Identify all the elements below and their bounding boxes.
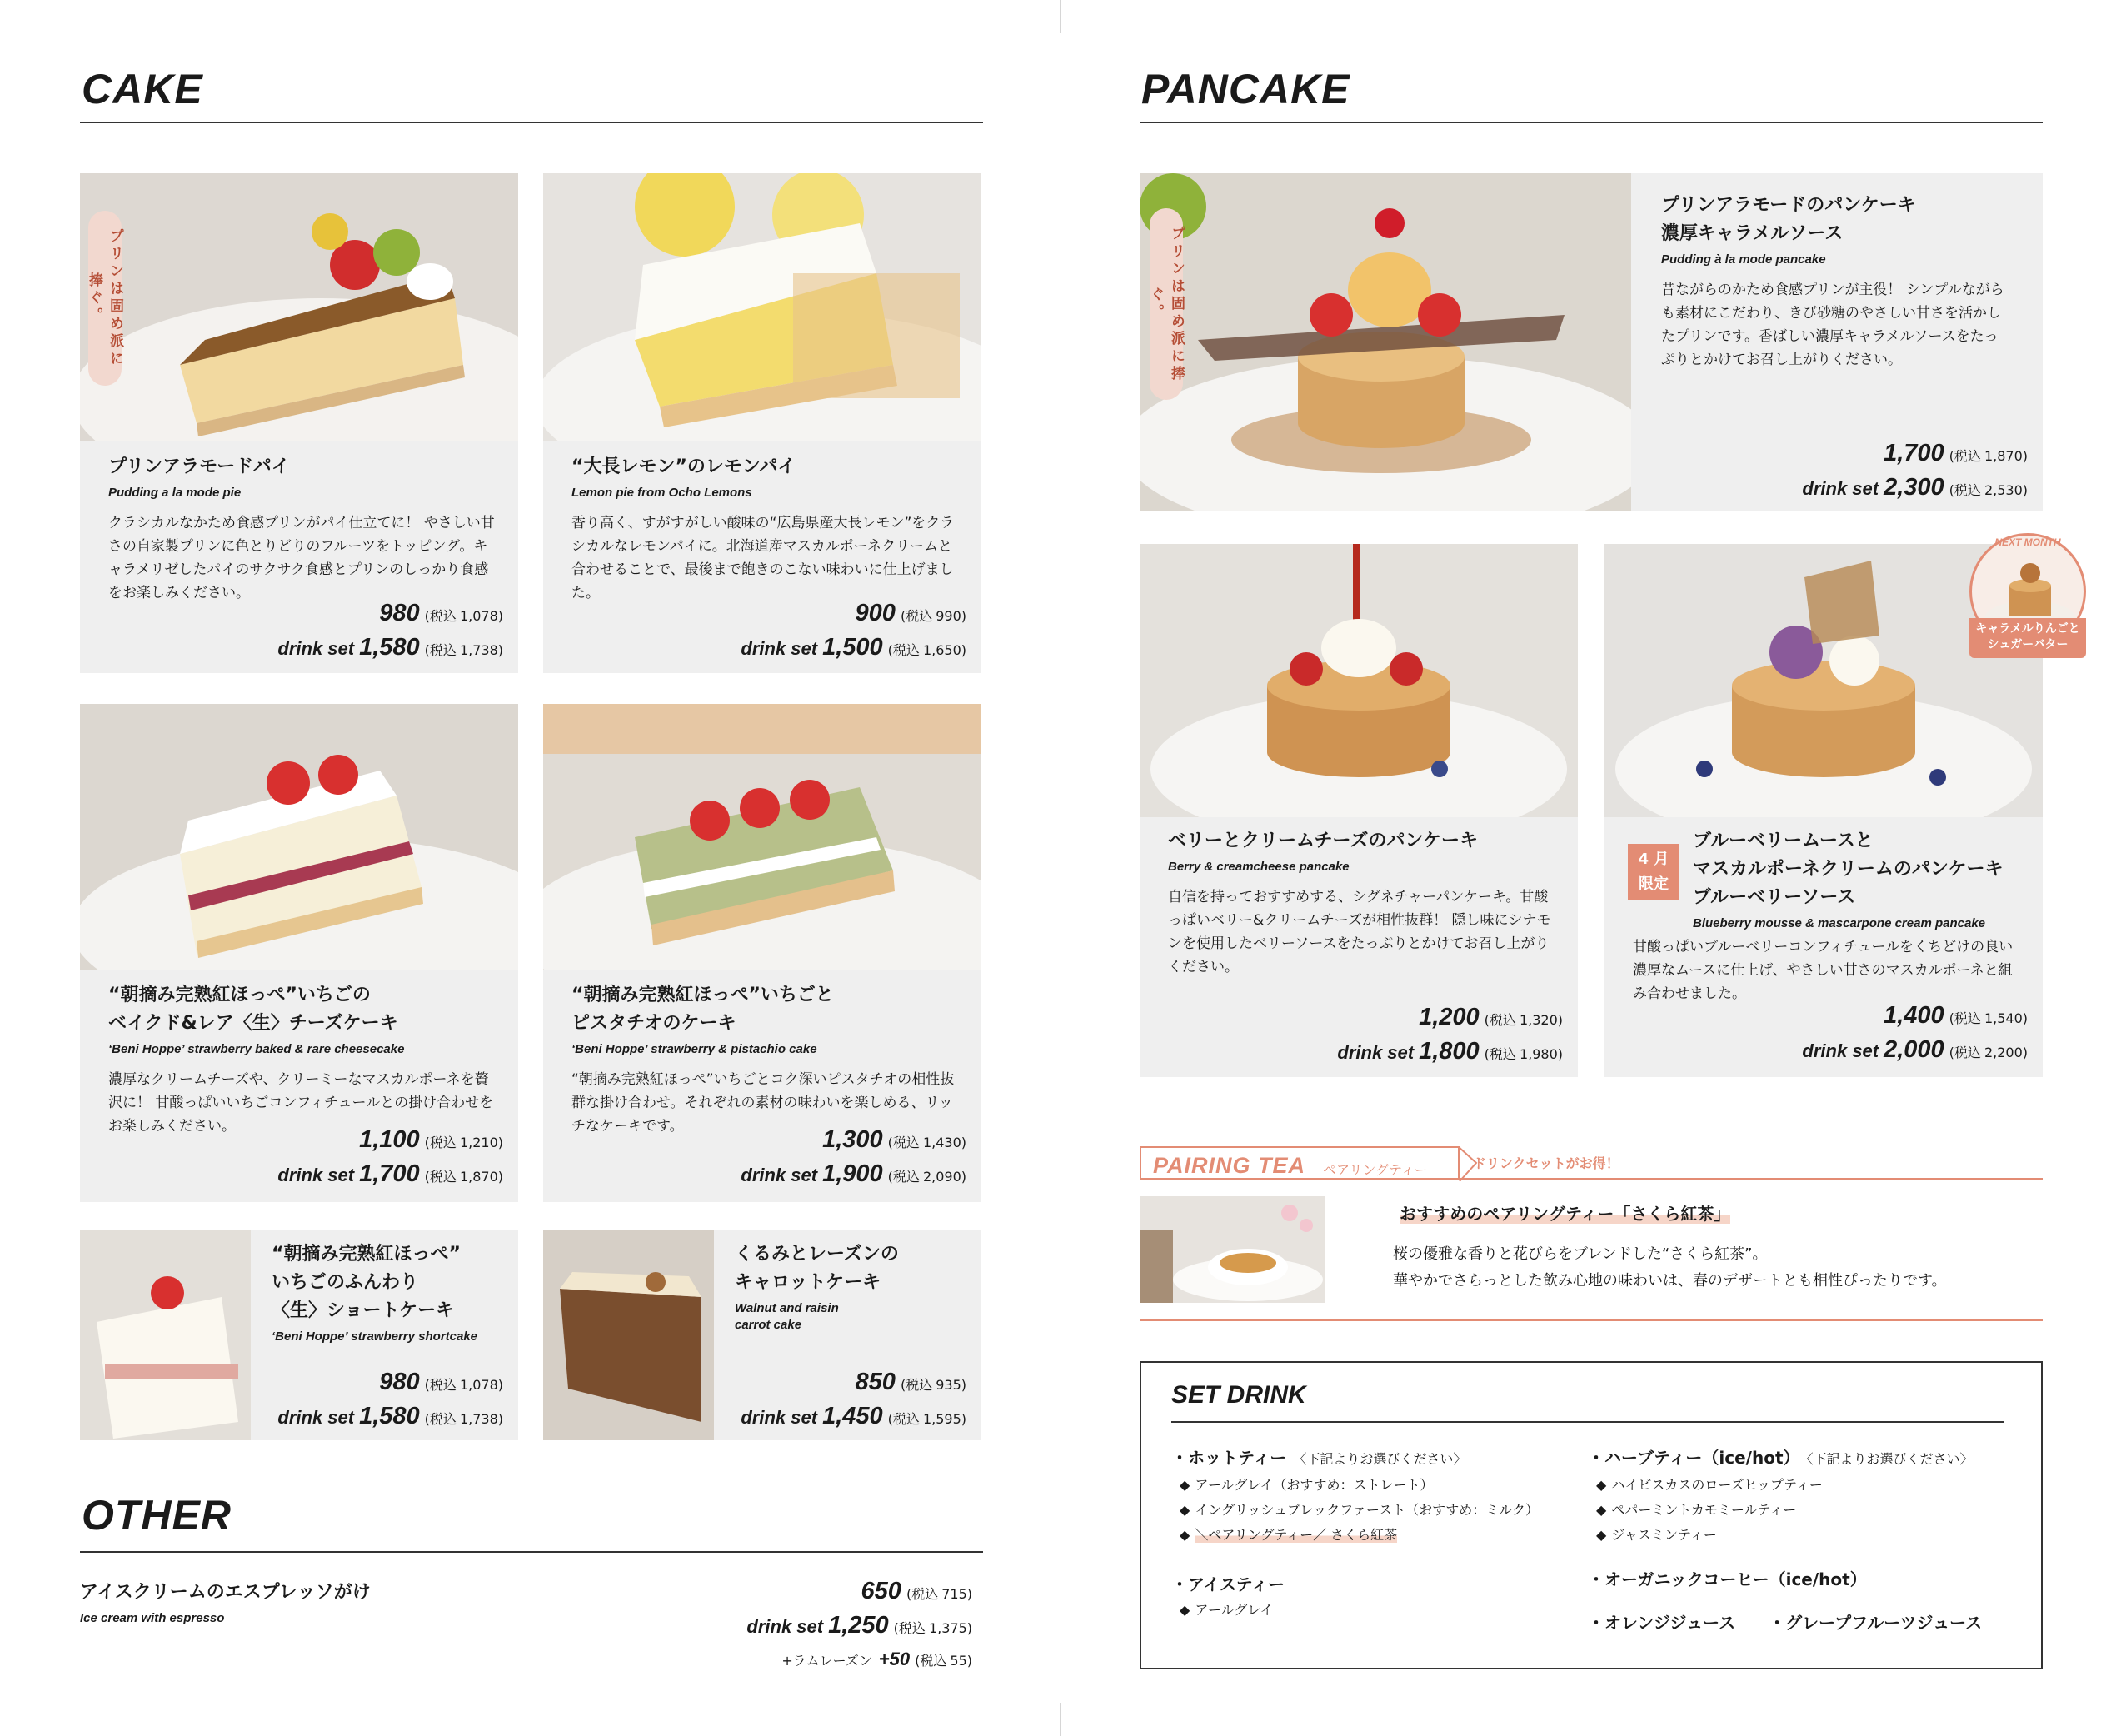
pancake-section-rule bbox=[1140, 122, 2043, 123]
hot-tea-note: 〈下記よりお選びください〉 bbox=[1293, 1451, 1467, 1467]
other-name-jp: アイスクリームのエスプレッソがけ bbox=[80, 1582, 371, 1603]
set-price-tax: 1,738 bbox=[459, 642, 498, 658]
price: 1,400 bbox=[1884, 1002, 1944, 1029]
cake-card-lemon-pie[interactable] bbox=[543, 173, 981, 673]
cake-name-en: Lemon pie from Ocho Lemons bbox=[571, 486, 752, 500]
pairing-desc-line1: 桜の優雅な香りと花びらをブレンドした“さくら紅茶”。 bbox=[1393, 1245, 1768, 1263]
price-tax: 715 bbox=[941, 1586, 967, 1602]
cake-name-jp-line2: ピスタチオのケーキ bbox=[571, 1013, 736, 1034]
price: 1,700 bbox=[1884, 440, 1944, 466]
pudding-badge: プリンは固め派に捧ぐ。 bbox=[88, 211, 122, 386]
cake-card-shortcake[interactable] bbox=[80, 1230, 518, 1440]
set-price-tax: 1,870 bbox=[459, 1169, 498, 1185]
price-tax: 1,430 bbox=[922, 1135, 961, 1150]
cake-prices: 980 (税込 1,078) drink set 1,580 (税込 1,738) bbox=[277, 600, 503, 661]
cake-name-jp: プリンアラモードパイ bbox=[108, 456, 290, 477]
pairing-desc-line2: 華やかでさらっとした飲み心地の味わいは、春のデザートとも相性ぴったりです。 bbox=[1393, 1272, 1947, 1290]
pairing-heading: おすすめのペアリングティー「さくら紅茶」 bbox=[1400, 1204, 1731, 1224]
price-tax: 990 bbox=[936, 608, 961, 624]
cake-prices: 1,100 (税込 1,210) drink set 1,700 (税込 1,870) bbox=[277, 1126, 503, 1187]
pudding-badge: プリンは固め派に捧ぐ。 bbox=[1150, 208, 1183, 400]
pancake-name-jp-line3: ブルーベリーソース bbox=[1693, 887, 1856, 908]
next-month-badge bbox=[1969, 533, 2086, 658]
other-section-rule bbox=[80, 1551, 983, 1553]
cake-card-cheesecake[interactable] bbox=[80, 704, 518, 1202]
cake-prices: 900 (税込 990) drink set 1,500 (税込 1,650) bbox=[741, 600, 966, 661]
addon-label: +ラムレーズン bbox=[781, 1653, 872, 1669]
price: 1,100 bbox=[359, 1126, 420, 1153]
set-price-tax: 1,738 bbox=[459, 1411, 498, 1427]
price: 980 bbox=[379, 1369, 420, 1395]
cake-desc: 香り高く、すがすがしい酸味の“広島県産大長レモン”をクラシカルなレモンパイに。北海道産マスカルポーネクリームと合わせることで、最後まで飽きのこない味わいに仕上げました。 bbox=[571, 515, 955, 601]
coffee-heading: ・オーガニックコーヒー（ice/hot） bbox=[1588, 1569, 1867, 1589]
cake-name-jp-line2: キャロットケーキ bbox=[735, 1272, 881, 1293]
price: 650 bbox=[861, 1578, 901, 1604]
pairing-desc bbox=[1393, 1241, 1947, 1295]
price-tax: 1,320 bbox=[1519, 1012, 1558, 1028]
herb-tea-heading: ・ハーブティー（ice/hot） bbox=[1588, 1448, 1800, 1468]
set-drink-rule bbox=[1171, 1421, 2004, 1423]
cake-name-jp-line2: ベイクド&レア〈生〉チーズケーキ bbox=[108, 1013, 398, 1034]
set-price: 1,580 bbox=[359, 1403, 420, 1429]
cake-prices: 850 (税込 935) drink set 1,450 (税込 1,595) bbox=[741, 1369, 966, 1429]
pancake-desc: 昔ながらのかため食感プリンが主役！ シンプルながらも素材にこだわり、きび砂糖のやさしい甘さを活かしたプリンです。香ばしい濃厚キャラメルソースをたっぷりとかけてお召し上がりください。 bbox=[1661, 282, 2004, 368]
cake-desc: クラシカルなかため食感プリンがパイ仕立てに！ やさしい甘さの自家製プリンに色とりどりのフルーツをトッピング。キャラメリゼしたパイのサクサク食感とプリンのしっかり食感をお楽しみください。 bbox=[108, 515, 495, 601]
pudding-pie-photo bbox=[80, 173, 518, 441]
herb-tea-item: ◆ ペパーミントカモミールティー bbox=[1596, 1502, 1797, 1518]
hot-tea-item-pairing: ◆ ＼ペアリングティー／ さくら紅茶 bbox=[1180, 1527, 1398, 1543]
set-drink-right-column bbox=[1588, 1444, 1982, 1636]
set-drink-title: SET DRINK bbox=[1171, 1381, 1306, 1409]
price: 850 bbox=[855, 1369, 896, 1395]
cake-name-jp-line1: “朝摘み完熟紅ほっぺ”いちごと bbox=[571, 985, 834, 1005]
herb-tea-note: 〈下記よりお選びください〉 bbox=[1806, 1451, 1974, 1467]
set-price: 1,900 bbox=[822, 1160, 883, 1187]
pairing-tea-tab bbox=[1140, 1146, 1460, 1180]
fold-mark-top bbox=[1060, 0, 1061, 33]
cake-name-jp-line1: “朝摘み完熟紅ほっぺ”いちごの bbox=[108, 985, 371, 1005]
pairing-deal-text: ドリンクセットがお得！ bbox=[1473, 1155, 1619, 1171]
addon-tax: 55 bbox=[950, 1653, 967, 1669]
limited-month: 4 月 bbox=[1638, 851, 1669, 868]
cake-name-en: ‘Beni Hoppe’ strawberry baked & rare cheesecake bbox=[108, 1042, 405, 1056]
set-price-tax: 1,650 bbox=[922, 642, 961, 658]
herb-tea-item: ◆ ジャスミンティー bbox=[1596, 1527, 1717, 1543]
shortcake-photo bbox=[80, 1230, 251, 1440]
cake-prices: 1,300 (税込 1,430) drink set 1,900 (税込 2,090) bbox=[741, 1126, 966, 1187]
cake-desc: 濃厚なクリームチーズや、クリーミーなマスカルポーネを贅沢に！ 甘酸っぱいいちごコンフィチュールとの掛け合わせをお楽しみください。 bbox=[108, 1071, 494, 1135]
cake-name-jp-line1: くるみとレーズンの bbox=[735, 1244, 899, 1265]
set-price-tax: 2,090 bbox=[922, 1169, 961, 1185]
cake-name-jp: “大長レモン”のレモンパイ bbox=[571, 456, 796, 477]
pudding-pancake-photo bbox=[1140, 173, 1631, 511]
next-month-label: キャラメルりんごと シュガーバター bbox=[1969, 618, 2086, 658]
lemon-pie-photo bbox=[543, 173, 981, 441]
pancake-name-jp: ベリーとクリームチーズのパンケーキ bbox=[1168, 831, 1479, 851]
pancake-section-title: PANCAKE bbox=[1141, 66, 1350, 112]
pistachio-cake-photo bbox=[543, 704, 981, 970]
addon-price: +50 bbox=[878, 1649, 911, 1669]
set-price-tax: 2,200 bbox=[1984, 1045, 2023, 1060]
set-price: 1,700 bbox=[359, 1160, 420, 1187]
cake-card-carrot[interactable] bbox=[543, 1230, 981, 1440]
next-month-tag: NEXT MONTH bbox=[1994, 536, 2061, 548]
pairing-rule-bottom bbox=[1140, 1319, 2043, 1321]
set-price-tax: 2,530 bbox=[1984, 482, 2023, 498]
cake-name-en: ‘Beni Hoppe’ strawberry & pistachio cake bbox=[571, 1042, 817, 1056]
price: 980 bbox=[379, 600, 420, 626]
sakura-tea-photo bbox=[1140, 1196, 1325, 1303]
set-price: 1,800 bbox=[1419, 1038, 1480, 1065]
pancake-name-jp-line2: マスカルポーネクリームのパンケーキ bbox=[1693, 859, 2004, 880]
cake-desc: “朝摘み完熟紅ほっぺ”いちごとコク深いピスタチオの相性抜群な掛け合わせ。それぞれの素材の味わいを楽しめる、リッチなケーキです。 bbox=[571, 1071, 955, 1135]
pancake-prices: 1,700 (税込 1,870) drink set 2,300 (税込 2,530) bbox=[1802, 440, 2028, 501]
pairing-tea-title: PAIRING TEA bbox=[1153, 1153, 1306, 1178]
orange-juice-heading: ・オレンジジュース bbox=[1588, 1613, 1736, 1633]
other-section-title: OTHER bbox=[82, 1492, 232, 1539]
cake-name-en-line1: Walnut and raisin bbox=[735, 1301, 839, 1315]
set-price-tax: 1,375 bbox=[928, 1620, 967, 1636]
pancake-name-en: Pudding à la mode pancake bbox=[1661, 252, 1826, 267]
price-tax: 1,540 bbox=[1984, 1010, 2023, 1026]
cake-section-title: CAKE bbox=[82, 66, 203, 112]
cake-name-jp-line1: “朝摘み完熟紅ほっぺ” bbox=[272, 1244, 461, 1265]
cake-name-jp-line3: 〈生〉ショートケーキ bbox=[272, 1300, 455, 1321]
price-tax: 1,870 bbox=[1984, 448, 2023, 464]
grapefruit-juice-heading: ・グレープフルーツジュース bbox=[1769, 1613, 1983, 1633]
price-tax: 1,078 bbox=[459, 1377, 498, 1393]
april-limited-badge bbox=[1628, 844, 1679, 900]
iced-tea-item: ◆ アールグレイ bbox=[1180, 1602, 1274, 1618]
pairing-tea-subtitle: ペアリングティー bbox=[1323, 1162, 1428, 1178]
cheesecake-photo bbox=[80, 704, 518, 970]
pancake-desc: 甘酸っぱいブルーベリーコンフィチュールをくちどけの良い濃厚なムースに仕上げ、やさしい甘さのマスカルポーネと組み合わせました。 bbox=[1633, 939, 2014, 1002]
price-tax: 1,210 bbox=[459, 1135, 498, 1150]
pancake-card-berry[interactable] bbox=[1140, 544, 1578, 1077]
cake-name-en: ‘Beni Hoppe’ strawberry shortcake bbox=[272, 1329, 478, 1344]
cake-card-pudding-pie[interactable] bbox=[80, 173, 518, 673]
carrot-cake-photo bbox=[543, 1230, 714, 1440]
hot-tea-item: ◆ イングリッシュブレックファースト（おすすめ：ミルク） bbox=[1180, 1502, 1539, 1518]
pancake-card-pudding[interactable] bbox=[1140, 173, 2043, 511]
other-prices: 650 (税込 715) drink set 1,250 (税込 1,375) +ラムレーズン +50 (税込 55) bbox=[746, 1578, 972, 1669]
pancake-name-jp-line1: ブルーベリームースと bbox=[1693, 831, 1874, 851]
set-drink-box bbox=[1140, 1361, 2043, 1669]
hot-tea-item: ◆ アールグレイ（おすすめ：ストレート） bbox=[1180, 1477, 1434, 1493]
other-item[interactable] bbox=[80, 1579, 580, 1627]
price: 900 bbox=[855, 600, 896, 626]
fold-mark-bottom bbox=[1060, 1703, 1061, 1736]
price: 1,300 bbox=[822, 1126, 883, 1153]
pancake-name-en: Berry & creamcheese pancake bbox=[1168, 860, 1350, 874]
cake-prices: 980 (税込 1,078) drink set 1,580 (税込 1,738) bbox=[277, 1369, 503, 1429]
pancake-desc: 自信を持っておすすめする、シグネチャーパンケーキ。甘酸っぱいベリー&クリームチーズが相性抜群！ 隠し味にシナモンを使用したベリーソースをたっぷりとかけてお召し上がりください。 bbox=[1168, 889, 1551, 975]
set-price-tax: 1,595 bbox=[922, 1411, 961, 1427]
other-name-en: Ice cream with espresso bbox=[80, 1611, 225, 1625]
iced-tea-heading: ・アイスティー bbox=[1171, 1574, 1285, 1594]
pancake-name-jp-line2: 濃厚キャラメルソース bbox=[1661, 223, 1844, 244]
set-drink-left-column bbox=[1171, 1444, 1539, 1623]
set-price: 1,500 bbox=[822, 634, 883, 661]
limited-label: 限定 bbox=[1639, 875, 1669, 893]
herb-tea-item: ◆ ハイビスカスのローズヒップティー bbox=[1596, 1477, 1823, 1493]
price-tax: 1,078 bbox=[459, 608, 498, 624]
set-price: 1,450 bbox=[822, 1403, 883, 1429]
pancake-name-jp-line1: プリンアラモードのパンケーキ bbox=[1661, 195, 1916, 216]
cake-name-jp-line2: いちごのふんわり bbox=[272, 1272, 419, 1293]
price-tax: 935 bbox=[936, 1377, 961, 1393]
hot-tea-heading: ・ホットティー bbox=[1171, 1448, 1287, 1468]
pancake-prices: 1,200 (税込 1,320) drink set 1,800 (税込 1,980) bbox=[1337, 1004, 1563, 1065]
cake-name-en: Pudding a la mode pie bbox=[108, 486, 242, 500]
pancake-prices: 1,400 (税込 1,540) drink set 2,000 (税込 2,200) bbox=[1802, 1002, 2028, 1063]
pairing-rule-top bbox=[1140, 1178, 2043, 1180]
set-price: 1,580 bbox=[359, 634, 420, 661]
set-price-tax: 1,980 bbox=[1519, 1046, 1558, 1062]
cake-card-pistachio[interactable] bbox=[543, 704, 981, 1202]
berry-pancake-photo bbox=[1140, 544, 1578, 817]
pancake-name-en: Blueberry mousse & mascarpone cream pancake bbox=[1693, 916, 1985, 930]
cake-name-en-line2: carrot cake bbox=[735, 1318, 802, 1332]
set-price: 2,300 bbox=[1884, 474, 1944, 501]
set-price: 2,000 bbox=[1884, 1036, 1944, 1063]
cake-section-rule bbox=[80, 122, 983, 123]
set-price: 1,250 bbox=[828, 1612, 889, 1639]
price: 1,200 bbox=[1419, 1004, 1480, 1030]
